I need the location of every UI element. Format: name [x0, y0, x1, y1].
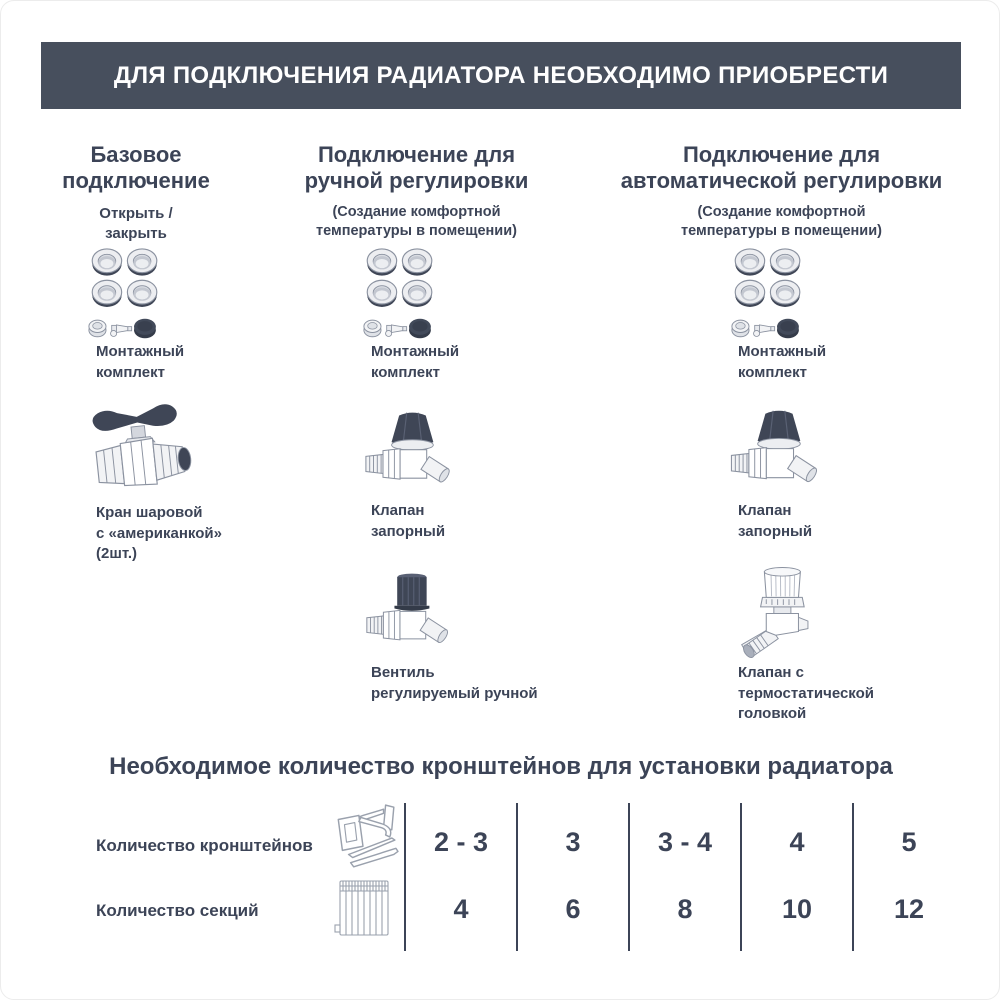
column-manual-title: Подключение для ручной регулировки	[304, 142, 529, 193]
mounting-kit-label: Монтажный комплект	[96, 343, 185, 381]
brackets-count-value: 2 - 3	[433, 827, 489, 857]
column-manual-header	[269, 142, 564, 242]
table-divider	[852, 803, 854, 951]
sections-count-value: 10	[781, 894, 813, 924]
radiator-icon	[333, 875, 395, 943]
column-manual-subtitle: (Создание комфортной температуры в помещении)	[316, 203, 517, 240]
brackets-count-value: 4	[789, 827, 805, 857]
shutoff-valve-label: Клапан запорный	[371, 502, 446, 540]
page-title: ДЛЯ ПОДКЛЮЧЕНИЯ РАДИАТОРА НЕОБХОДИМО ПРИОБРЕСТИ	[113, 61, 889, 89]
column-automatic-header	[579, 142, 984, 242]
sections-count-value: 6	[565, 894, 581, 924]
table-divider	[740, 803, 742, 951]
table-divider	[516, 803, 518, 951]
thermostatic-valve-icon	[735, 563, 825, 663]
mounting-kit-icon	[730, 247, 806, 342]
mounting-kit-label: Монтажный комплект	[738, 343, 827, 381]
brackets-section-title: Необходимое количество кронштейнов для установки радиатора	[109, 753, 893, 780]
thermostatic-valve-label: Клапан с термостатической головкой	[738, 664, 875, 723]
column-basic-subtitle: Открыть / закрыть	[99, 204, 173, 243]
sections-row-label: Количество секций	[96, 901, 259, 920]
column-basic-header	[31, 142, 241, 244]
brackets-count-value: 5	[901, 827, 917, 857]
bracket-icon	[328, 803, 400, 871]
brackets-row-label: Количество кронштейнов	[96, 836, 313, 855]
shutoff-valve-icon	[729, 404, 827, 501]
mounting-kit-icon	[362, 247, 438, 342]
brackets-count-value: 3	[565, 827, 581, 857]
ball-valve-label: Кран шаровой с «американкой» (2шт.)	[96, 504, 222, 563]
column-automatic-subtitle: (Создание комфортной температуры в помещении)	[681, 203, 882, 240]
table-divider	[404, 803, 406, 951]
brackets-table	[41, 801, 961, 953]
mounting-kit-label: Монтажный комплект	[371, 343, 460, 381]
manual-valve-icon	[365, 569, 457, 661]
shutoff-valve-label: Клапан запорный	[738, 502, 813, 540]
ball-valve-icon	[85, 401, 200, 497]
column-automatic-title: Подключение для автоматической регулировки	[620, 142, 943, 193]
column-basic-title: Базовое подключение	[62, 142, 210, 193]
manual-valve-label: Вентиль регулируемый ручной	[371, 664, 538, 702]
header-bar	[41, 42, 961, 109]
shutoff-valve-icon	[364, 406, 459, 501]
mounting-kit-icon	[87, 247, 163, 342]
sections-count-value: 4	[453, 894, 469, 924]
sections-count-value: 12	[893, 894, 925, 924]
sections-count-value: 8	[677, 894, 693, 924]
brackets-count-value: 3 - 4	[657, 827, 713, 857]
table-divider	[628, 803, 630, 951]
